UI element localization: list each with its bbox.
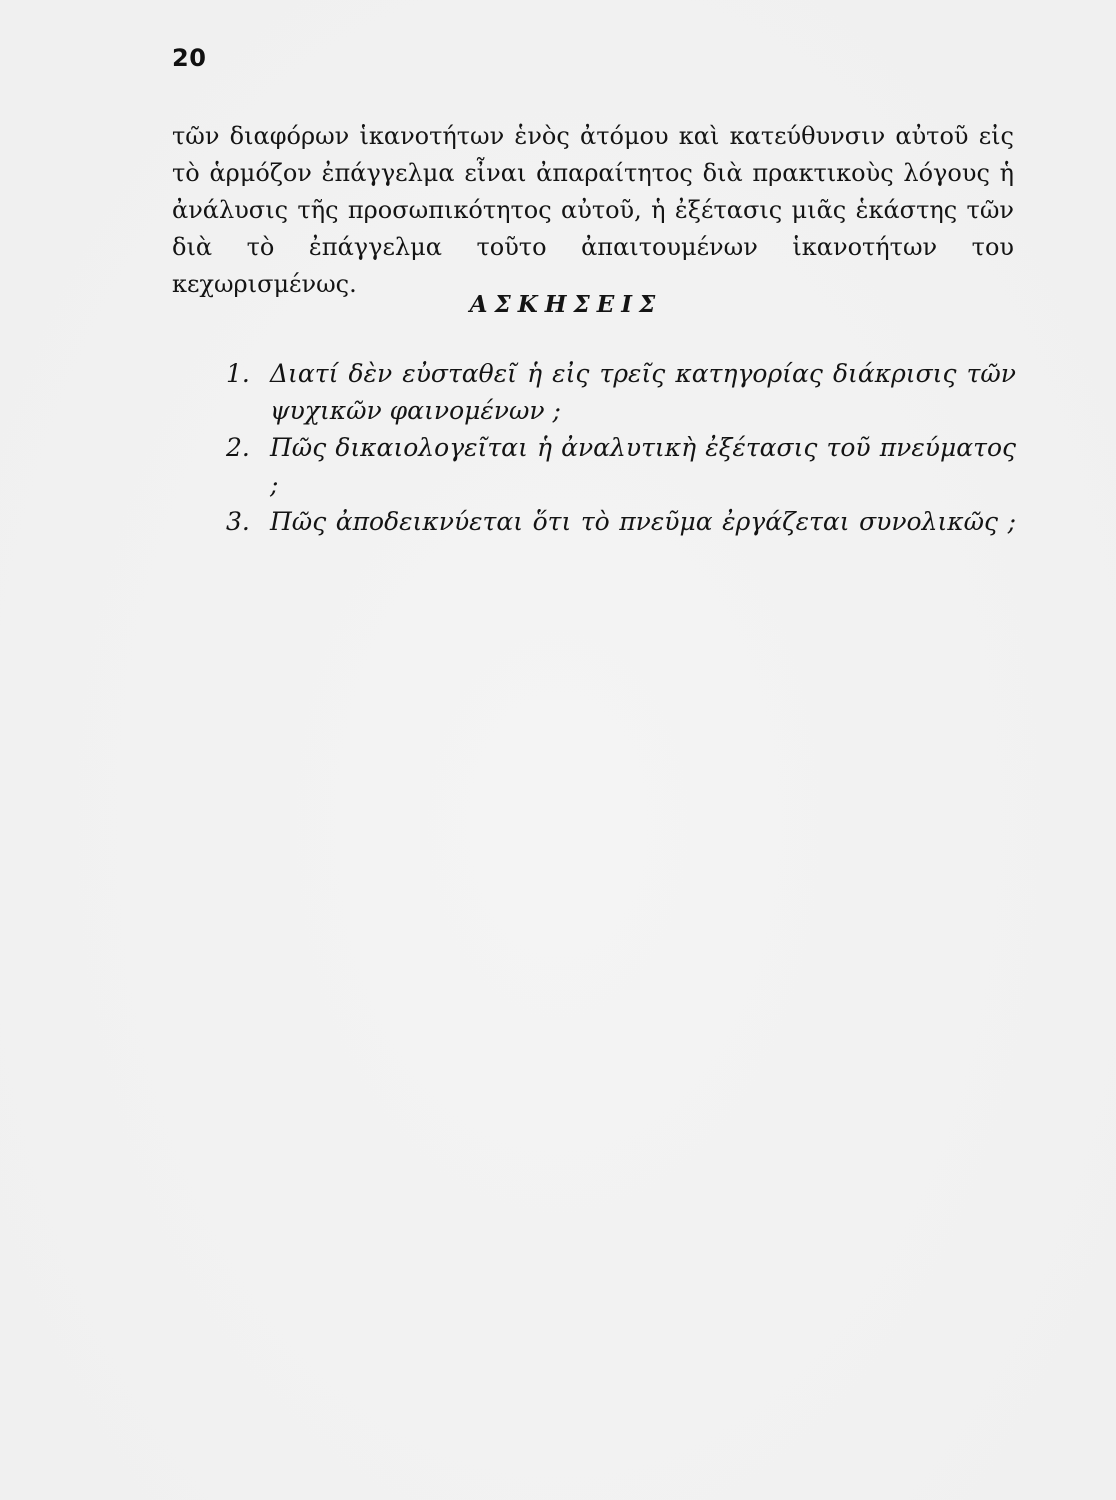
- exercise-number: 1.: [226, 359, 250, 388]
- body-paragraph: τῶν διαφόρων ἱκανοτήτων ἑνὸς ἀτόμου καὶ κατεύθυνσιν αὐτοῦ εἰς τὸ ἁρμόζον ἐπάγγελμα εἶναι ἀπαραίτητος διὰ πρακτικοὺς λόγους ἡ ἀνάλυσις τῆς προσωπικότητος αὐτοῦ, ἡ ἐξέτασις μιᾶς ἑκάστης τῶν διὰ τὸ ἐπάγγελμα τοῦτο ἀπαιτουμένων ἱκανοτήτων του κεχωρισμένως.: [172, 122, 1014, 298]
- exercise-number: 2.: [226, 433, 250, 462]
- exercise-item-2: [226, 429, 1016, 503]
- exercise-item-1: [226, 355, 1016, 429]
- exercise-item-3: [226, 503, 1016, 540]
- exercise-number: 3.: [226, 507, 250, 536]
- exercise-list: [226, 355, 1016, 540]
- page-number: 20: [172, 44, 207, 72]
- exercise-text: Πῶς δικαιολογεῖται ἡ ἀναλυτικὴ ἐξέτασις τοῦ πνεύματος ;: [270, 433, 1016, 499]
- exercise-text: Διατί δὲν εὐσταθεῖ ἡ εἰς τρεῖς κατηγορίας διάκρισις τῶν ψυχικῶν φαινομένων ;: [270, 359, 1016, 425]
- exercise-text: Πῶς ἀποδεικνύεται ὅτι τὸ πνεῦμα ἐργάζεται συνολικῶς ;: [270, 507, 1016, 536]
- exercises-heading: ΑΣΚΗΣΕΙΣ: [469, 291, 663, 318]
